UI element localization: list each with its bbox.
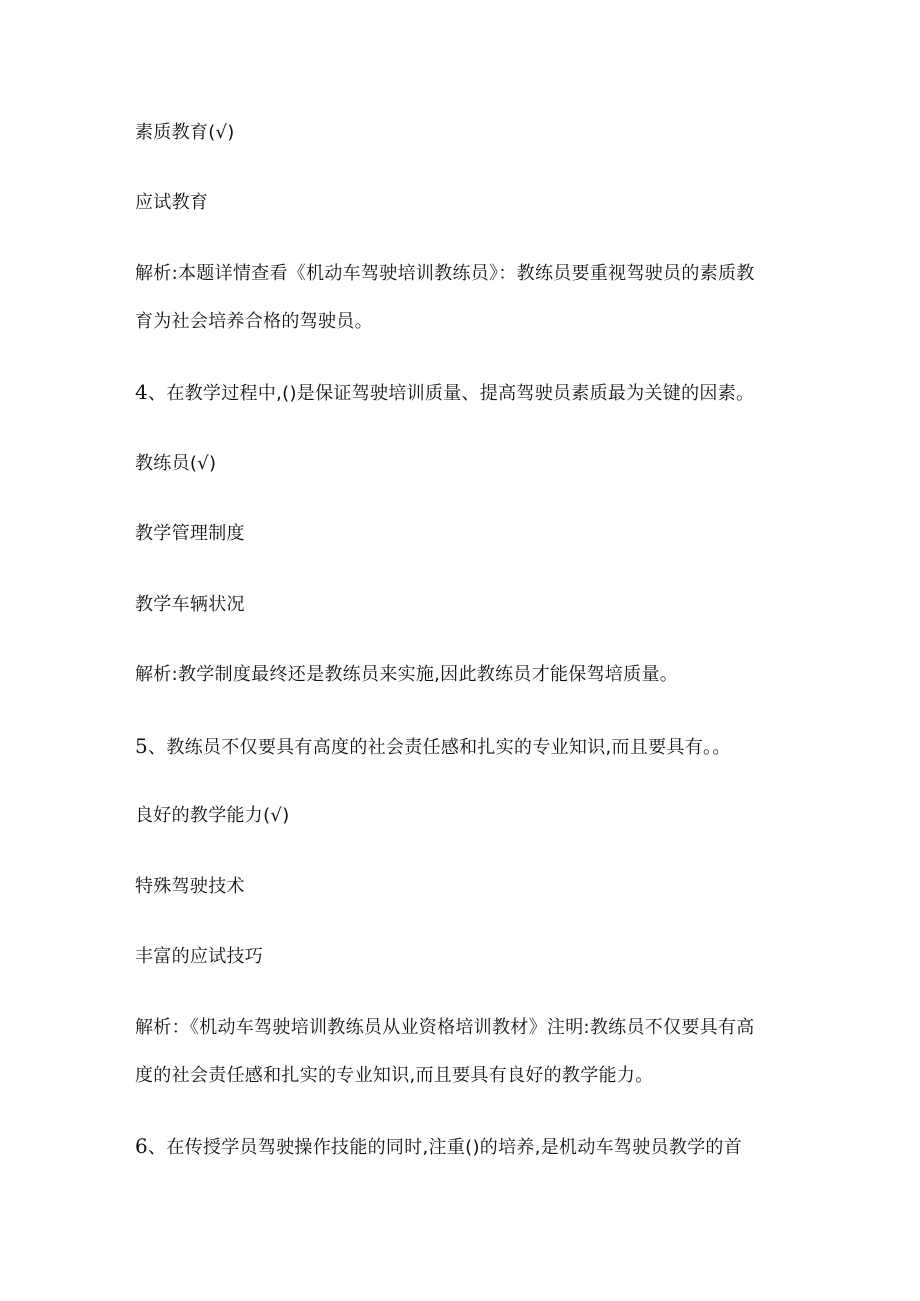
question-number: 4 bbox=[135, 380, 149, 404]
line-text: 应试教育 bbox=[135, 192, 209, 213]
line-text: 度的社会责任感和扎实的专业知识,而且要具有良好的教学能力。 bbox=[135, 1065, 654, 1086]
line-text: 丰富的应试技巧 bbox=[135, 946, 264, 967]
question-line bbox=[135, 733, 795, 761]
explanation-line bbox=[135, 261, 795, 287]
answer-option bbox=[135, 592, 795, 618]
line-text: 素质教育(√) bbox=[135, 122, 235, 143]
explanation-line bbox=[135, 1063, 795, 1089]
question-line bbox=[135, 379, 795, 407]
answer-option bbox=[135, 521, 795, 547]
answer-option-correct bbox=[135, 120, 795, 146]
question-number: 6 bbox=[135, 1134, 149, 1158]
line-text: 特殊驾驶技术 bbox=[135, 876, 245, 897]
question-text: 、教练员不仅要具有高度的社会责任感和扎实的专业知识,而且要具有。。 bbox=[148, 737, 731, 758]
line-text: 解析：《机动车驾驶培训教练员从业资格培训教材》注明:教练员不仅要具有高 bbox=[135, 1017, 755, 1038]
answer-option bbox=[135, 190, 795, 216]
line-text: 解析:本题详情查看《机动车驾驶培训教练员》：教练员要重视驾驶员的素质教 bbox=[135, 263, 755, 284]
question-text: 、在传授学员驾驶操作技能的同时,注重()的培养,是机动车驾驶员教学的首 bbox=[148, 1137, 743, 1158]
explanation-line bbox=[135, 309, 795, 335]
explanation-line bbox=[135, 1015, 795, 1041]
explanation-line bbox=[135, 662, 795, 688]
question-line bbox=[135, 1133, 795, 1161]
line-text: 教学车辆状况 bbox=[135, 594, 245, 615]
line-text: 教练员(√) bbox=[135, 453, 217, 474]
answer-option bbox=[135, 944, 795, 970]
line-text: 育为社会培养合格的驾驶员。 bbox=[135, 311, 373, 332]
line-text: 解析:教学制度最终还是教练员来实施,因此教练员才能保驾培质量。 bbox=[135, 664, 679, 685]
answer-option bbox=[135, 874, 795, 900]
line-text: 教学管理制度 bbox=[135, 523, 245, 544]
answer-option-correct bbox=[135, 451, 795, 477]
question-number: 5 bbox=[135, 734, 149, 758]
line-text: 良好的教学能力(√) bbox=[135, 805, 290, 826]
question-text: 、在教学过程中,()是保证驾驶培训质量、提高驾驶员素质最为关键的因素。 bbox=[148, 383, 755, 404]
answer-option-correct bbox=[135, 803, 795, 829]
